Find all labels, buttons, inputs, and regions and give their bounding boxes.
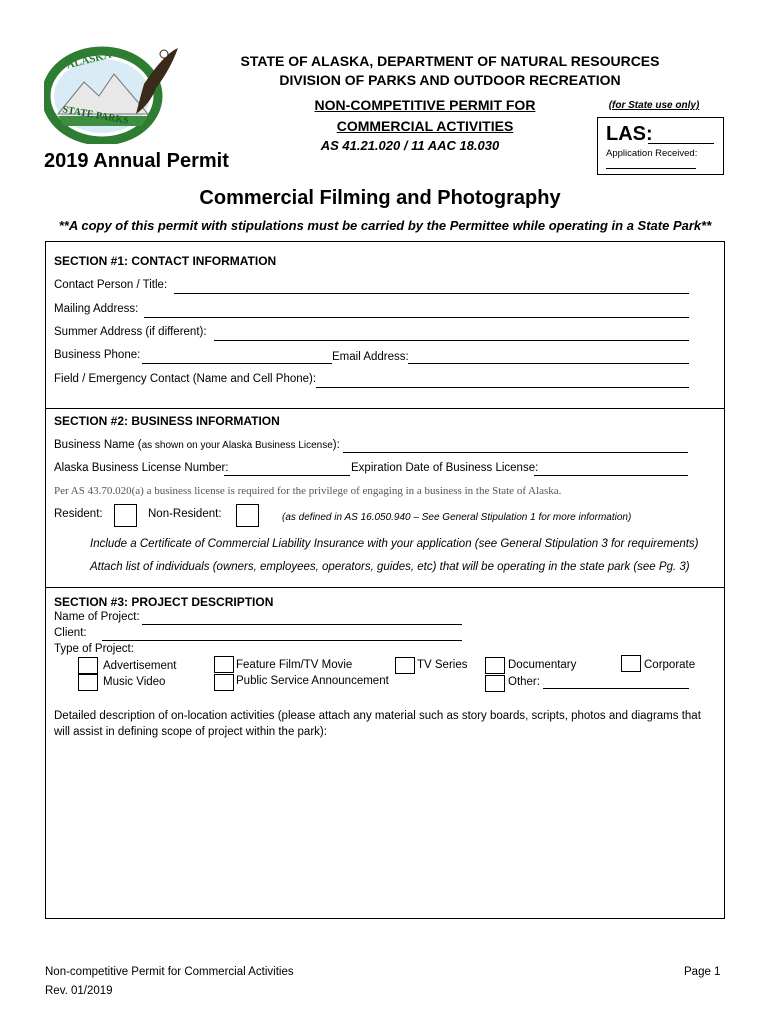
section2-title: SECTION #2: BUSINESS INFORMATION bbox=[54, 414, 280, 428]
document-title: Commercial Filming and Photography bbox=[199, 187, 561, 209]
header-line-3: NON-COMPETITIVE PERMIT FOR bbox=[314, 97, 536, 113]
business-name-label-end: ): bbox=[332, 439, 340, 451]
resident-checkbox[interactable] bbox=[114, 504, 137, 527]
business-phone-label: Business Phone: bbox=[54, 349, 141, 361]
emergency-contact-label: Field / Emergency Contact (Name and Cell Phone): bbox=[54, 373, 317, 385]
tv-series-label: TV Series bbox=[417, 659, 468, 671]
las-field[interactable] bbox=[648, 143, 714, 144]
project-type-label: Type of Project: bbox=[54, 643, 134, 655]
application-received-label: Application Received: bbox=[606, 148, 698, 159]
project-name-label: Name of Project: bbox=[54, 611, 140, 623]
documentary-checkbox[interactable] bbox=[485, 657, 505, 674]
project-description-field[interactable] bbox=[54, 748, 714, 908]
footer-page-number: Page 1 bbox=[684, 966, 721, 978]
contact-person-label: Contact Person / Title: bbox=[54, 279, 168, 291]
summer-address-label: Summer Address (if different): bbox=[54, 326, 207, 338]
logo-bottom-text: STATE PARKS bbox=[61, 104, 130, 127]
header-line-1: STATE OF ALASKA, DEPARTMENT OF NATURAL RESOURCES bbox=[240, 53, 660, 69]
logo-top-text: ALASKA bbox=[65, 48, 113, 72]
las-box bbox=[597, 117, 724, 175]
license-number-field[interactable] bbox=[224, 475, 350, 476]
email-address-label: Email Address: bbox=[332, 351, 409, 363]
documentary-label: Documentary bbox=[508, 659, 577, 671]
application-received-field[interactable] bbox=[606, 168, 696, 169]
footer-form-name: Non-competitive Permit for Commercial Activities bbox=[45, 966, 294, 978]
non-resident-label: Non-Resident: bbox=[148, 508, 222, 520]
feature-film-checkbox[interactable] bbox=[214, 656, 234, 673]
advertisement-label: Advertisement bbox=[103, 660, 177, 672]
license-expiration-label: Expiration Date of Business License: bbox=[351, 462, 539, 474]
mailing-address-field[interactable] bbox=[144, 317, 689, 318]
business-name-label-start: Business Name ( bbox=[54, 439, 142, 451]
feature-film-label: Feature Film/TV Movie bbox=[236, 659, 353, 671]
header-line-4: COMMERCIAL ACTIVITIES bbox=[336, 118, 514, 134]
corporate-checkbox[interactable] bbox=[621, 655, 641, 672]
advertisement-checkbox[interactable] bbox=[78, 657, 98, 674]
header-line-2: DIVISION OF PARKS AND OUTDOOR RECREATION bbox=[279, 72, 621, 88]
psa-checkbox[interactable] bbox=[214, 674, 234, 691]
permit-notice: **A copy of this permit with stipulations must be carried by the Permittee while operating in a State Park** bbox=[58, 218, 712, 233]
residency-definition-note: (as defined in AS 16.050.940 – See General Stipulation 1 for more information) bbox=[282, 512, 632, 523]
other-label: Other: bbox=[508, 676, 540, 688]
emergency-contact-field[interactable] bbox=[316, 387, 689, 388]
other-checkbox[interactable] bbox=[485, 675, 505, 692]
mailing-address-label: Mailing Address: bbox=[54, 303, 139, 315]
statute-reference: AS 41.21.020 / 11 AAC 18.030 bbox=[320, 138, 500, 153]
annual-permit-heading: 2019 Annual Permit bbox=[44, 150, 229, 172]
tv-series-checkbox[interactable] bbox=[395, 657, 415, 674]
business-name-label bbox=[54, 439, 340, 451]
business-phone-field[interactable] bbox=[142, 363, 332, 364]
summer-address-field[interactable] bbox=[214, 340, 689, 341]
section-contact-information bbox=[45, 241, 725, 409]
resident-label: Resident: bbox=[54, 508, 103, 520]
client-label: Client: bbox=[54, 627, 87, 639]
insurance-instruction: Include a Certificate of Commercial Liability Insurance with your application (see General Stipulation 3 for requirements) bbox=[90, 538, 699, 550]
las-label: LAS: bbox=[606, 123, 653, 145]
license-number-label: Alaska Business License Number: bbox=[54, 462, 229, 474]
email-address-field[interactable] bbox=[408, 363, 689, 364]
music-video-checkbox[interactable] bbox=[78, 674, 98, 691]
client-field[interactable] bbox=[102, 640, 462, 641]
music-video-label: Music Video bbox=[103, 676, 166, 688]
section-project-description bbox=[45, 587, 725, 919]
psa-label: Public Service Announcement bbox=[236, 675, 389, 687]
alaska-state-parks-logo bbox=[44, 44, 184, 144]
project-name-field[interactable] bbox=[142, 624, 462, 625]
business-name-label-note: as shown on your Alaska Business License bbox=[141, 440, 333, 451]
other-field[interactable] bbox=[543, 688, 689, 689]
license-expiration-field[interactable] bbox=[534, 475, 688, 476]
non-resident-checkbox[interactable] bbox=[236, 504, 259, 527]
business-name-field[interactable] bbox=[343, 452, 688, 453]
state-use-label: (for State use only) bbox=[608, 100, 700, 111]
footer-revision: Rev. 01/2019 bbox=[45, 985, 113, 997]
attach-list-instruction: Attach list of individuals (owners, employees, operators, guides, etc) that will be operating in the state park (see Pg. 3) bbox=[90, 561, 690, 573]
corporate-label: Corporate bbox=[644, 659, 696, 671]
section1-title: SECTION #1: CONTACT INFORMATION bbox=[54, 254, 277, 268]
section3-title: SECTION #3: PROJECT DESCRIPTION bbox=[54, 595, 274, 609]
business-license-note: Per AS 43.70.020(a) a business license is required for the privilege of engaging in a business in the State of Alaska. bbox=[54, 485, 562, 497]
contact-person-field[interactable] bbox=[174, 293, 689, 294]
section-business-information bbox=[45, 408, 725, 588]
project-description-label: Detailed description of on-location activities (please attach any material such as story boards, scripts, photos and diagrams that will assist in defining scope of project within the park): bbox=[54, 710, 701, 738]
